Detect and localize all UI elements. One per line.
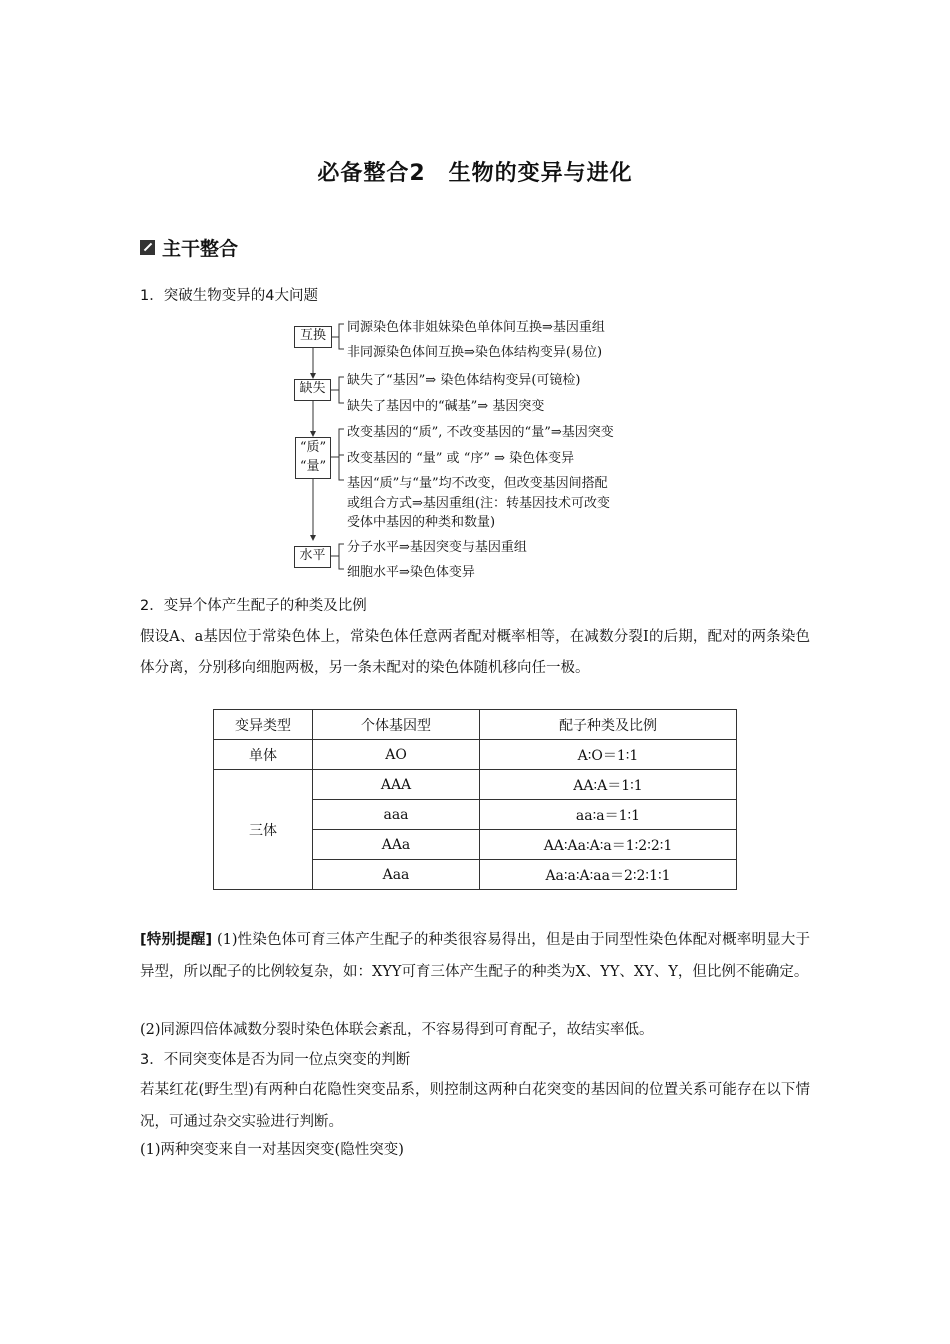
item-exchange-2: 非同源染色体间互换⇒染色体结构变异(易位) <box>347 345 603 360</box>
table-header-cell: 配子种类及比例 <box>480 710 737 740</box>
table-cell-genotype: AO <box>313 740 480 770</box>
item-deletion-1: 缺失了“基因”⇒ 染色体结构变异(可镜检) <box>347 373 581 388</box>
item-qq-3-line3: 受体中基因的种类和数量) <box>347 515 496 530</box>
item-qq-1: 改变基因的“质”, 不改变基因的“量”⇒基因突变 <box>347 425 614 440</box>
table-cell-ratio: A∶O＝1∶1 <box>480 740 737 770</box>
paragraph-4: (1)两种突变来自一对基因突变(隐性突变) <box>140 1142 404 1158</box>
reminder-text-1: (1)性染色体可育三体产生配子的种类很容易得出，但是由于同型性染色体配对概率明显大于异型，所以配子的比例较复杂，如：XYY可育三体产生配子的种类为X、YY、XY、Y，但比例不能确定。 <box>140 932 810 980</box>
table-row <box>214 740 737 770</box>
table-cell-genotype: AAa <box>313 830 480 860</box>
paragraph-3: 若某红花(野生型)有两种白花隐性突变品系，则控制这两种白花突变的基因间的位置关系可能存在以下情况，可通过杂交实验进行判断。 <box>140 1082 810 1130</box>
reminder-paragraph-2: (2)同源四倍体减数分裂时染色体联会紊乱，不容易得到可育配子，故结实率低。 <box>140 1022 654 1038</box>
reminder-paragraph-1 <box>140 924 810 988</box>
heading-3: 3．不同突变体是否为同一位点突变的判断 <box>140 1052 411 1068</box>
table-cell-type: 单体 <box>214 740 313 770</box>
reminder-tag: [特别提醒] <box>140 932 213 948</box>
table-cell-genotype: AAA <box>313 770 480 800</box>
box-quality-label: “质” <box>299 440 327 455</box>
item-deletion-2: 缺失了基因中的“碱基”⇒ 基因突变 <box>347 399 545 414</box>
table-cell-ratio: aa∶a＝1∶1 <box>480 800 737 830</box>
heading-1: 1．突破生物变异的4大问题 <box>140 288 318 304</box>
box-quantity-label: “量” <box>299 459 327 474</box>
heading-2: 2．变异个体产生配子的种类及比例 <box>140 598 367 614</box>
table-header-cell: 变异类型 <box>214 710 313 740</box>
box-deletion: 缺失 <box>294 379 331 401</box>
table-cell-ratio: AA∶Aa∶A∶a＝1∶2∶2∶1 <box>480 830 737 860</box>
gamete-table <box>213 709 737 890</box>
paragraph-2: 假设A、a基因位于常染色体上，常染色体任意两者配对概率相等，在减数分裂Ⅰ的后期，配对的两条染色体分离，分别移向细胞两极，另一条未配对的染色体随机移向任一极。 <box>140 629 810 676</box>
item-qq-3-line1: 基因“质”与“量”均不改变，但改变基因间搭配 <box>347 476 608 491</box>
table-cell-ratio: Aa∶a∶A∶aa＝2∶2∶1∶1 <box>480 860 737 890</box>
table-cell-ratio: AA∶A＝1∶1 <box>480 770 737 800</box>
page-title: 必备整合2 生物的变异与进化 <box>317 161 633 186</box>
table-header-cell: 个体基因型 <box>313 710 480 740</box>
table-cell-genotype: Aaa <box>313 860 480 890</box>
box-level: 水平 <box>294 546 331 568</box>
table-header-row <box>214 710 737 740</box>
table-row <box>214 770 737 800</box>
item-level-1: 分子水平⇒基因突变与基因重组 <box>347 540 527 555</box>
section-label: 主干整合 <box>162 238 239 260</box>
item-level-2: 细胞水平⇒染色体变异 <box>347 565 475 580</box>
item-qq-3-line2: 或组合方式⇒基因重组(注：转基因技术可改变 <box>347 496 610 511</box>
table-cell-type: 三体 <box>214 770 313 890</box>
table-cell-genotype: aaa <box>313 800 480 830</box>
item-qq-2: 改变基因的 “量” 或 “序” ⇒ 染色体变异 <box>347 451 575 466</box>
item-exchange-1: 同源染色体非姐妹染色单体间互换⇒基因重组 <box>347 320 605 335</box>
box-exchange: 互换 <box>294 326 332 348</box>
box-quality-quantity <box>295 437 331 479</box>
